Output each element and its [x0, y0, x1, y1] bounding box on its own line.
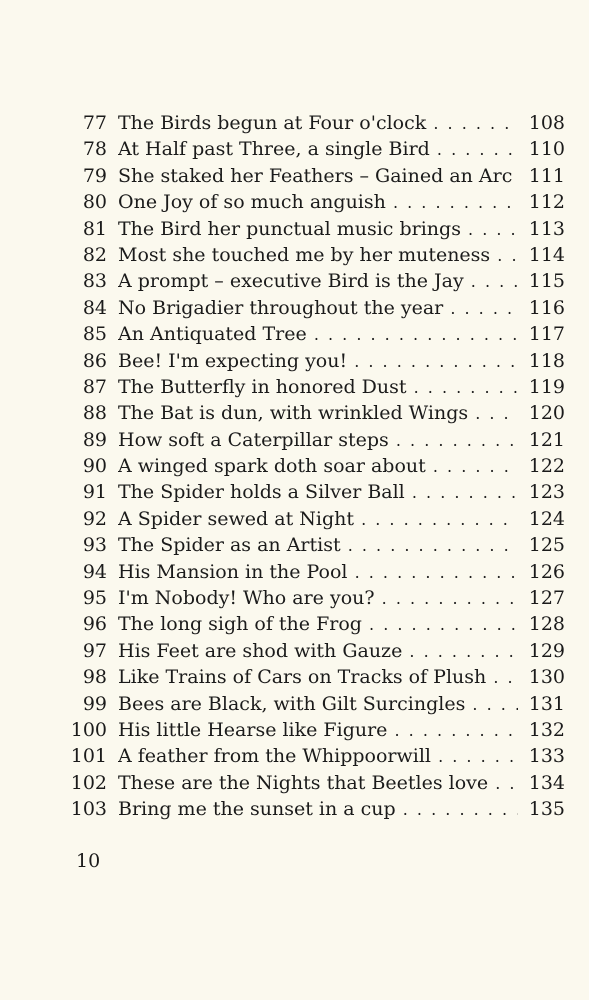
- entry-title: A winged spark doth soar about . . .: [118, 453, 518, 480]
- toc-entry: [0, 691, 589, 717]
- toc-entry: [0, 242, 589, 268]
- entry-title: One Joy of so much anguish . . .: [118, 189, 518, 216]
- entry-number: 103: [70, 798, 107, 821]
- entry-page: 122: [521, 453, 565, 479]
- toc-entry: [0, 163, 589, 189]
- entry-number: 90: [82, 455, 107, 478]
- entry-number: 92: [82, 507, 107, 530]
- entry-page: 129: [521, 638, 565, 664]
- entry-number: 86: [82, 349, 107, 372]
- entry-title: The Birds begun at Four o'clock . . .: [118, 110, 518, 137]
- toc-entry: [0, 585, 589, 611]
- entry-title: She staked her Feathers – Gained an Arc . . .: [118, 163, 518, 190]
- entry-number: 85: [82, 323, 107, 346]
- entry-page: 118: [521, 348, 565, 374]
- entry-page: 135: [521, 796, 565, 822]
- entry-page: 116: [521, 295, 565, 321]
- entry-number: 93: [82, 534, 107, 557]
- entry-number: 97: [82, 639, 107, 662]
- entry-title: The Bird her punctual music brings . . .: [118, 216, 518, 243]
- entry-page: 124: [521, 506, 565, 532]
- entry-page: 121: [521, 427, 565, 453]
- entry-title: The Butterfly in honored Dust . . .: [118, 374, 518, 401]
- toc-entry: [0, 664, 589, 690]
- entry-title: The Spider holds a Silver Ball . . .: [118, 479, 518, 506]
- entry-number: 81: [82, 217, 107, 240]
- toc-entry: [0, 638, 589, 664]
- entry-page: 128: [521, 611, 565, 637]
- entry-title: How soft a Caterpillar steps . . .: [118, 427, 518, 454]
- toc-entry: [0, 559, 589, 585]
- entry-title: Like Trains of Cars on Tracks of Plush . . .: [118, 664, 518, 691]
- toc-entry: [0, 743, 589, 769]
- entry-page: 119: [521, 374, 565, 400]
- entry-page: 130: [521, 664, 565, 690]
- toc-entry: [0, 479, 589, 505]
- entry-title: I'm Nobody! Who are you? . . .: [118, 585, 518, 612]
- toc-entry: [0, 611, 589, 637]
- entry-page: 132: [521, 717, 565, 743]
- toc-entry: [0, 453, 589, 479]
- entry-title: A prompt – executive Bird is the Jay . . .: [118, 268, 518, 295]
- toc-entry: [0, 110, 589, 136]
- page-number: 10: [76, 850, 101, 872]
- toc-entry: [0, 268, 589, 294]
- entry-title: His Feet are shod with Gauze . . .: [118, 638, 518, 665]
- entry-page: 115: [521, 268, 565, 294]
- entry-number: 89: [82, 428, 107, 451]
- entry-page: 114: [521, 242, 565, 268]
- entry-number: 88: [82, 402, 107, 425]
- toc-entry: [0, 717, 589, 743]
- toc-entry: [0, 321, 589, 347]
- entry-title: The long sigh of the Frog . . .: [118, 611, 518, 638]
- toc-entry: [0, 796, 589, 822]
- entry-page: 110: [521, 136, 565, 162]
- entry-page: 126: [521, 559, 565, 585]
- entry-page: 120: [521, 400, 565, 426]
- entry-number: 95: [82, 587, 107, 610]
- table-of-contents: [0, 110, 589, 823]
- entry-number: 78: [82, 138, 107, 161]
- entry-page: 112: [521, 189, 565, 215]
- entry-number: 100: [70, 718, 107, 741]
- entry-page: 113: [521, 216, 565, 242]
- entry-page: 131: [521, 691, 565, 717]
- entry-title: The Spider as an Artist . . .: [118, 532, 518, 559]
- toc-entry: [0, 295, 589, 321]
- entry-title: Bees are Black, with Gilt Surcingles . . .: [118, 691, 518, 718]
- entry-number: 79: [82, 164, 107, 187]
- entry-number: 101: [70, 745, 107, 768]
- entry-number: 77: [82, 112, 107, 134]
- entry-title: At Half past Three, a single Bird . . .: [118, 136, 518, 163]
- entry-page: 117: [521, 321, 565, 347]
- entry-page: 111: [521, 163, 565, 189]
- entry-title: These are the Nights that Beetles love . . .: [118, 770, 518, 797]
- entry-number: 98: [82, 666, 107, 689]
- toc-entry: [0, 770, 589, 796]
- entry-title: Bee! I'm expecting you! . . .: [118, 348, 518, 375]
- toc-entry: [0, 136, 589, 162]
- entry-page: 123: [521, 479, 565, 505]
- entry-number: 87: [82, 375, 107, 398]
- toc-entry: [0, 427, 589, 453]
- entry-number: 96: [82, 613, 107, 636]
- toc-entry: [0, 189, 589, 215]
- toc-entry: [0, 348, 589, 374]
- entry-page: 127: [521, 585, 565, 611]
- toc-entry: [0, 374, 589, 400]
- entry-number: 83: [82, 270, 107, 293]
- entry-number: 94: [82, 560, 107, 583]
- entry-title: His Mansion in the Pool . . .: [118, 559, 518, 586]
- entry-title: The Bat is dun, with wrinkled Wings . . .: [118, 400, 518, 427]
- toc-entry: [0, 216, 589, 242]
- toc-entry: [0, 506, 589, 532]
- entry-title: Most she touched me by her muteness . . .: [118, 242, 518, 269]
- entry-page: 133: [521, 743, 565, 769]
- entry-number: 99: [82, 692, 107, 715]
- toc-entry: [0, 532, 589, 558]
- toc-entry: [0, 400, 589, 426]
- entry-title: No Brigadier throughout the year . . .: [118, 295, 518, 322]
- entry-number: 102: [70, 771, 107, 794]
- entry-title: A feather from the Whippoorwill . . .: [118, 743, 518, 770]
- entry-title: An Antiquated Tree . . .: [118, 321, 518, 348]
- entry-number: 91: [82, 481, 107, 504]
- entry-page: 134: [521, 770, 565, 796]
- entry-number: 80: [82, 191, 107, 214]
- entry-page: 125: [521, 532, 565, 558]
- entry-number: 84: [82, 296, 107, 319]
- entry-number: 82: [82, 243, 107, 266]
- entry-title: A Spider sewed at Night . . .: [118, 506, 518, 533]
- entry-title: His little Hearse like Figure . . .: [118, 717, 518, 744]
- entry-title: Bring me the sunset in a cup . . .: [118, 796, 518, 823]
- entry-page: 108: [521, 110, 565, 136]
